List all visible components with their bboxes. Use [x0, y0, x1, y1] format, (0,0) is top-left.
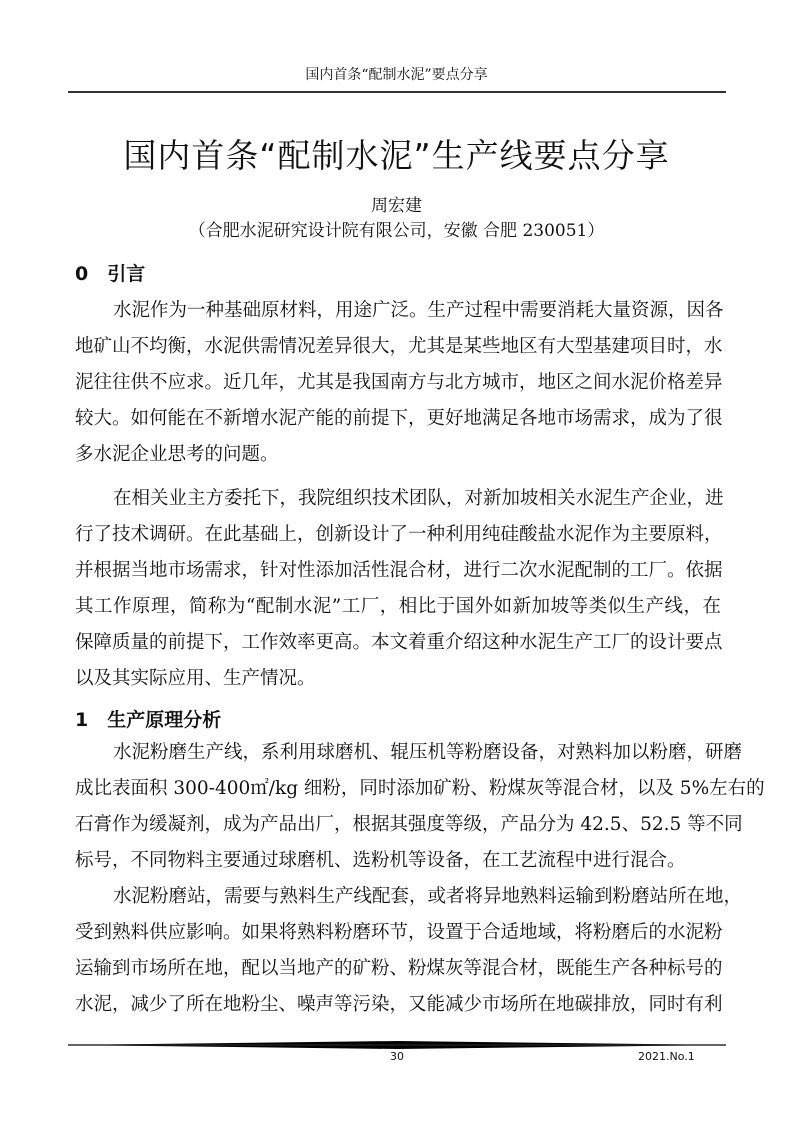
paragraph-line: 石膏作为缓凝剂，成为产品出厂，根据其强度等级，产品分为 42.5、52.5 等不同 — [75, 814, 743, 835]
paragraph-line: 行了技术调研。在此基础上，创新设计了一种利用纯硅酸盐水泥作为主要原料， — [75, 524, 723, 545]
paragraph-line: 运输到市场所在地，配以当地产的矿粉、粉煤灰等混合材，既能生产各种标号的 — [75, 958, 723, 979]
paragraph-line: 泥往往供不应求。近几年，尤其是我国南方与北方城市，地区之间水泥价格差异 — [75, 372, 723, 393]
page-number: 30 — [390, 1050, 404, 1063]
article-title: 国内首条“配制水泥”生产线要点分享 — [123, 136, 670, 175]
paragraph-line: 水泥粉磨站，需要与熟料生产线配套，或者将异地熟料运输到粉磨站所在地， — [113, 886, 743, 907]
paragraph-line: 多水泥企业思考的问题。 — [75, 444, 279, 465]
paragraph-line: 地矿山不均衡，水泥供需情况差异很大，尤其是某些地区有大型基建项目时，水 — [75, 336, 723, 357]
paragraph-line: 受到熟料供应影响。如果将熟料粉磨环节，设置于合适地域，将粉磨后的水泥粉 — [75, 922, 723, 943]
header-rule — [68, 91, 726, 93]
paragraph-line: 保障质量的前提下，工作效率更高。本文着重介绍这种水泥生产工厂的设计要点 — [75, 632, 723, 653]
paragraph-line: 并根据当地市场需求，针对性添加活性混合材，进行二次水泥配制的工厂。依据 — [75, 560, 723, 581]
running-head: 国内首条“配制水泥”要点分享 — [305, 67, 488, 83]
issue-label: 2021.No.1 — [638, 1050, 695, 1063]
paragraph-line: 标号，不同物料主要通过球磨机、选粉机等设备，在工艺流程中进行混合。 — [75, 850, 686, 871]
paragraph-line: 水泥，减少了所在地粉尘、噪声等污染，又能减少市场所在地碳排放，同时有利 — [75, 994, 723, 1015]
paragraph-line: 较大。如何能在不新增水泥产能的前提下，更好地满足各地市场需求，成为了很 — [75, 408, 723, 429]
paragraph-line: 水泥粉磨生产线，系利用球磨机、辊压机等粉磨设备，对熟料加以粉磨，研磨 — [113, 742, 743, 763]
paragraph-line: 以及其实际应用、生产情况。 — [75, 668, 316, 689]
paragraph-line: 水泥作为一种基础原材料，用途广泛。生产过程中需要消耗大量资源，因各 — [113, 300, 724, 321]
paragraph-line: 成比表面积 300-400㎡/kg 细粉，同时添加矿粉、粉煤灰等混合材，以及 5%左右的 — [75, 778, 765, 799]
paragraph-line: 其工作原理，简称为“配制水泥”工厂，相比于国外如新加坡等类似生产线，在 — [75, 596, 721, 617]
footer-rule — [68, 1040, 726, 1050]
paragraph-line: 在相关业主方委托下，我院组织技术团队，对新加坡相关水泥生产企业，进 — [113, 488, 724, 509]
author: 周宏建 — [371, 196, 422, 216]
section-heading-intro: 0 引言 — [75, 263, 146, 285]
section-heading-principle: 1 生产原理分析 — [75, 709, 222, 731]
affiliation: （合肥水泥研究设计院有限公司，安徽 合肥 230051） — [188, 221, 605, 241]
